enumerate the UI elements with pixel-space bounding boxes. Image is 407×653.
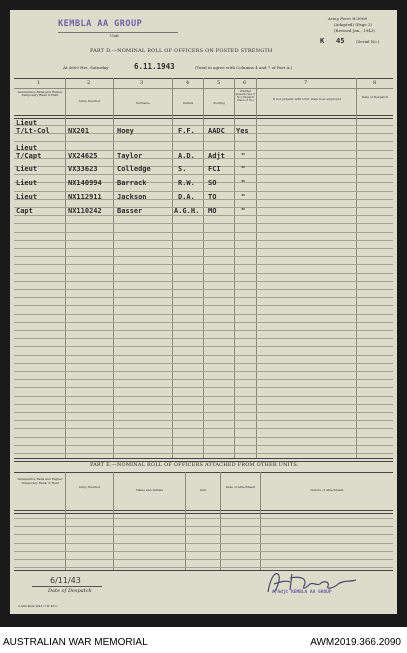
col-divider	[185, 472, 186, 570]
serial-letter: K	[320, 37, 325, 45]
col-header-present: Whether present (Yes or No) Dispatch Place or No)	[235, 90, 256, 102]
row-surname: Barrack	[117, 179, 147, 187]
ruled-line	[14, 428, 393, 429]
row-rank: Lieut	[16, 179, 38, 187]
total-note: (Total to agree with Columns 4 and 7 of Part A.)	[195, 65, 293, 70]
ruled-line	[14, 543, 393, 544]
row-initials: A.G.H.	[174, 207, 200, 215]
row-initials: A.D.	[178, 152, 195, 160]
part-e-header-number: Army Number	[78, 485, 101, 489]
col-divider	[65, 78, 66, 458]
col-num-1: 1	[37, 80, 41, 86]
col-header-despatch: Date of Despatch	[361, 95, 389, 99]
ruled-line	[14, 141, 393, 142]
serial-label: (Serial No.)	[356, 39, 380, 44]
part-d-title: PART D.—NOMINAL ROLL OF OFFICERS ON POSTED STRENGTH	[90, 48, 273, 54]
row-surname: Jackson	[117, 193, 147, 201]
row-posting: TO	[208, 193, 217, 201]
part-e-header-rank: Substantive Rank and Higher Temporary Rank, if Held	[17, 477, 63, 485]
ruled-line	[14, 322, 393, 323]
col-num-4: 4	[186, 80, 190, 86]
row-present: "	[241, 179, 246, 187]
row-surname: Colledge	[117, 165, 151, 173]
roll-date: 6.11.1943	[134, 62, 175, 71]
row-number: NX201	[68, 127, 90, 135]
ruled-line	[14, 297, 393, 298]
ruled-line	[14, 305, 393, 306]
form-revised: (Revised Jan., 1943)	[334, 28, 375, 33]
ruled-line	[14, 534, 393, 535]
row-initials: R.W.	[178, 179, 195, 187]
signature-title: A/Adjt KEMBLA AA GROUP	[272, 590, 332, 595]
credit-right: AWM2019.366.2090	[310, 637, 401, 648]
row-present: "	[241, 193, 246, 201]
col-num-3: 3	[140, 80, 144, 86]
row-present: "	[241, 165, 246, 173]
row-surname: Taylor	[117, 152, 143, 160]
ruled-line	[14, 191, 393, 192]
col-header-posting: Posting	[213, 101, 225, 105]
signature-text	[266, 578, 301, 585]
form-adapted: (Adapted) (Page 2)	[334, 22, 373, 27]
col-num-2: 2	[87, 80, 91, 86]
col-divider	[113, 78, 114, 458]
row-initials: S.	[178, 165, 187, 173]
row-posting: MO	[208, 207, 217, 215]
ruled-line	[14, 396, 393, 397]
row-rank: Lieut	[16, 119, 38, 127]
row-rank: Capt	[16, 207, 33, 215]
col-divider	[256, 78, 257, 458]
col-divider	[203, 78, 204, 458]
unit-label: Unit	[110, 33, 119, 38]
despatch-date: 6/11/43	[50, 576, 81, 585]
part-e-title: PART E.—NOMINAL ROLL OF OFFICERS ATTACHED FROM OTHER UNITS.	[90, 462, 299, 468]
serial-number: 45	[336, 37, 345, 45]
document-page	[10, 10, 397, 614]
ruled-line	[14, 223, 393, 224]
ruled-line	[14, 273, 393, 274]
row-posting: Adjt	[208, 152, 225, 160]
ruled-line	[14, 412, 393, 413]
ruled-line	[14, 281, 393, 282]
row-number: NX110242	[68, 207, 102, 215]
row-rank: Lieut	[16, 193, 38, 201]
ruled-line	[14, 363, 393, 364]
ruled-line	[14, 264, 393, 265]
row-present: "	[241, 152, 246, 160]
row-surname: Hoey	[117, 127, 134, 135]
col-header-rank: Substantive Rank and Higher Temporary Rank if Held	[17, 90, 63, 98]
col-num-8: 8	[373, 80, 377, 86]
row-rank: Lieut	[16, 144, 38, 152]
credit-bar	[0, 630, 407, 653]
ruled-line	[14, 256, 393, 257]
row-number: VX24625	[68, 152, 98, 160]
col-num-6: 6	[243, 80, 247, 86]
ruled-line	[14, 174, 393, 175]
row-initials: F.F.	[178, 127, 195, 135]
despatch-line	[32, 586, 102, 587]
ruled-line	[14, 453, 393, 454]
ruled-line	[14, 289, 393, 290]
row-present: "	[241, 207, 246, 215]
ruled-line	[14, 526, 393, 527]
ruled-line	[14, 346, 393, 347]
ruled-line	[14, 215, 393, 216]
col-num-7: 7	[304, 80, 308, 86]
row-posting: SO	[208, 179, 217, 187]
row-posting: AADC	[208, 127, 225, 135]
ruled-line	[14, 379, 393, 380]
row-rank-temp: T/Capt	[16, 152, 42, 160]
col-divider	[113, 472, 114, 570]
ruled-line	[14, 404, 393, 405]
row-number: NX112911	[68, 193, 102, 201]
ruled-line	[14, 437, 393, 438]
part-e-header-unit: Unit	[199, 488, 207, 492]
col-header-number: Army Number	[78, 99, 101, 103]
ruled-line	[14, 248, 393, 249]
despatch-label: Date of Despatch	[48, 588, 92, 594]
col-divider	[172, 78, 173, 458]
col-divider	[356, 78, 357, 458]
part-e-top-line	[14, 472, 393, 473]
row-rank: Lieut	[16, 165, 38, 173]
col-header-initials: Initials	[182, 101, 194, 105]
ruled-line	[14, 518, 393, 519]
row-number: NX140994	[68, 179, 102, 187]
ruled-line	[14, 420, 393, 421]
form-number: Army Form W.3008	[328, 16, 367, 21]
col-header-employed: If not present with Unit, state how employed	[272, 97, 342, 101]
col-divider	[260, 472, 261, 570]
row-rank-temp: T/Lt-Col	[16, 127, 50, 135]
row-present: Yes	[236, 127, 249, 135]
printer-note: 2,000 Pads 9/43 C.W. P.Co	[18, 604, 58, 608]
part-e-header-date: Date of Attachment	[225, 485, 256, 489]
ruled-line	[14, 371, 393, 372]
at-time-label: At 0600 Hrs, Saturday	[63, 65, 109, 70]
unit-stamp: KEMBLA AA GROUP	[58, 19, 143, 29]
col-divider	[220, 472, 221, 570]
row-posting: FCI	[208, 165, 221, 173]
ruled-line	[14, 150, 393, 151]
credit-left: AUSTRALIAN WAR MEMORIAL	[3, 637, 148, 648]
ruled-line	[14, 338, 393, 339]
col-num-5: 5	[217, 80, 221, 86]
ruled-line	[14, 330, 393, 331]
ruled-line	[14, 125, 393, 126]
ruled-line	[14, 314, 393, 315]
part-e-header-rule	[14, 510, 393, 514]
ruled-line	[14, 551, 393, 552]
part-e-header-name: Name and Initials	[135, 488, 164, 492]
row-surname: Basser	[117, 207, 143, 215]
ruled-line	[14, 232, 393, 233]
ruled-line	[14, 355, 393, 356]
ruled-line	[14, 240, 393, 241]
ruled-line	[14, 387, 393, 388]
row-number: VX33623	[68, 165, 98, 173]
row-initials: D.A.	[178, 193, 195, 201]
ruled-line	[14, 445, 393, 446]
part-e-header-nature: Nature of Attachment	[310, 488, 344, 492]
col-header-surname: Surname	[136, 101, 150, 105]
col-divider	[234, 78, 235, 458]
ruled-line	[14, 559, 393, 560]
col-divider	[65, 472, 66, 570]
